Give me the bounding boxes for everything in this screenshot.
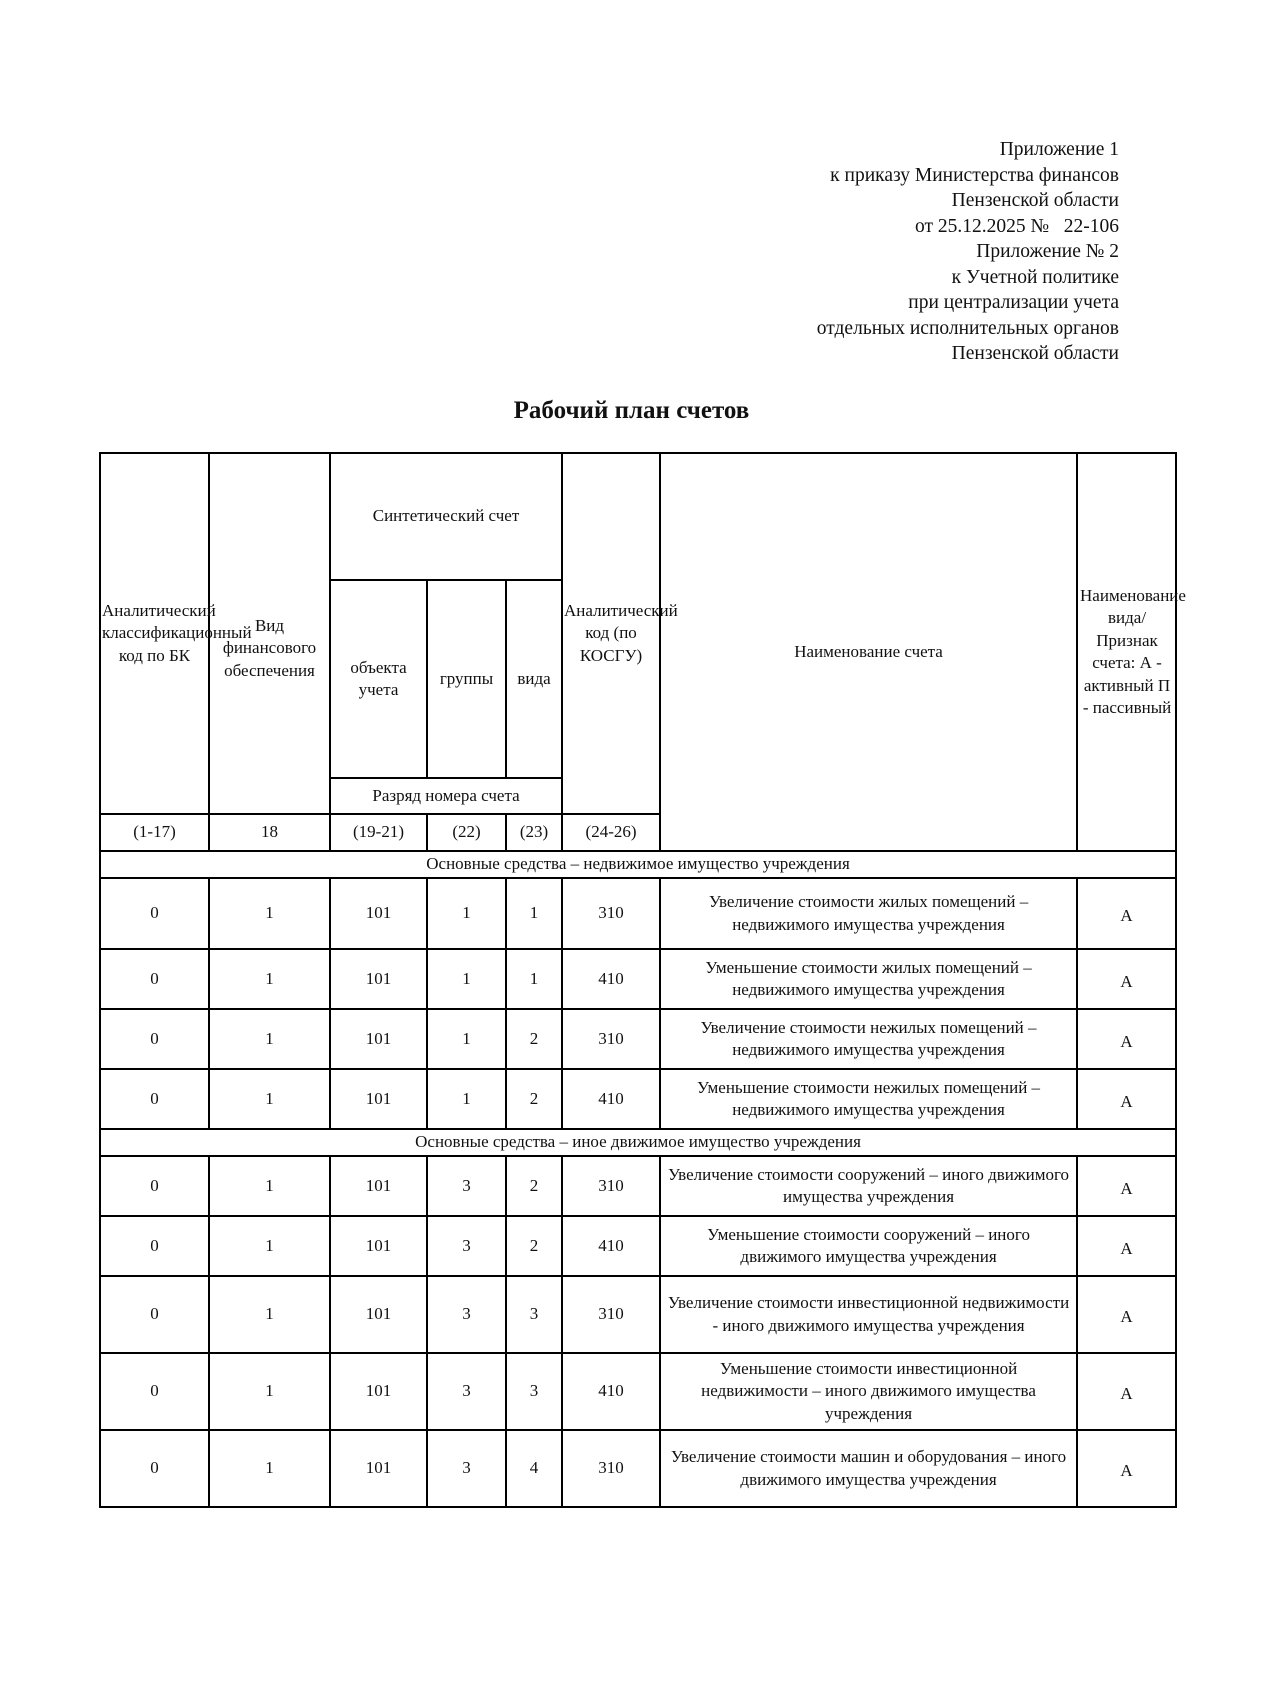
cell-group: 1 (427, 949, 506, 1009)
cell-fin-support: 1 (209, 949, 330, 1009)
cell-account-sign: А (1077, 1069, 1176, 1129)
cell-kbk: 0 (100, 1276, 209, 1353)
table-row (100, 878, 1176, 949)
cell-kbk: 0 (100, 1430, 209, 1507)
cell-group: 1 (427, 878, 506, 949)
cell-account-name: Уменьшение стоимости сооружений – иного движимого имущества учреждения (660, 1216, 1077, 1276)
cell-kind: 3 (506, 1353, 562, 1430)
cell-kind: 4 (506, 1430, 562, 1507)
cell-kind: 3 (506, 1276, 562, 1353)
cell-kind: 1 (506, 878, 562, 949)
cell-object: 101 (330, 1353, 427, 1430)
cell-group: 3 (427, 1156, 506, 1216)
table-row (100, 1276, 1176, 1353)
cell-kosgu: 310 (562, 1430, 660, 1507)
header-kind: вида (506, 580, 562, 778)
cell-object: 101 (330, 1069, 427, 1129)
numbering-cell: 18 (209, 814, 330, 851)
cell-group: 3 (427, 1216, 506, 1276)
table-row (100, 1216, 1176, 1276)
cell-kbk: 0 (100, 878, 209, 949)
table-row (100, 1430, 1176, 1507)
attachment-line: при централизации учета (908, 292, 1119, 313)
numbering-cell: (22) (427, 814, 506, 851)
cell-account-sign: А (1077, 1216, 1176, 1276)
section-row (100, 851, 1176, 878)
cell-account-sign: А (1077, 1276, 1176, 1353)
table-row (100, 1156, 1176, 1216)
cell-group: 3 (427, 1276, 506, 1353)
cell-kind: 2 (506, 1156, 562, 1216)
cell-group: 1 (427, 1069, 506, 1129)
cell-kosgu: 410 (562, 1353, 660, 1430)
attachment-line: отдельных исполнительных органов (816, 317, 1119, 339)
header-account-sign: Наименование вида/ Признак счета: А - активный П - пассивный (1077, 453, 1176, 851)
attachment-line: от 25.12.2025 № 22-106 (915, 215, 1119, 237)
cell-object: 101 (330, 949, 427, 1009)
table-row (100, 1069, 1176, 1129)
section-row (100, 1129, 1176, 1156)
cell-group: 3 (427, 1430, 506, 1507)
cell-fin-support: 1 (209, 1430, 330, 1507)
cell-kosgu: 410 (562, 1216, 660, 1276)
numbering-cell: (23) (506, 814, 562, 851)
cell-group: 1 (427, 1009, 506, 1069)
cell-kbk: 0 (100, 1216, 209, 1276)
cell-fin-support: 1 (209, 1156, 330, 1216)
cell-object: 101 (330, 1430, 427, 1507)
cell-account-sign: А (1077, 878, 1176, 949)
cell-fin-support: 1 (209, 1216, 330, 1276)
cell-kosgu: 310 (562, 878, 660, 949)
page-title: Рабочий план счетов (513, 397, 750, 424)
cell-kind: 2 (506, 1009, 562, 1069)
numbering-cell: (1-17) (100, 814, 209, 851)
cell-account-name: Уменьшение стоимости жилых помещений – недвижимого имущества учреждения (660, 949, 1077, 1009)
cell-object: 101 (330, 1156, 427, 1216)
header-object: объекта учета (330, 580, 427, 778)
table-body (100, 851, 1176, 1507)
cell-account-name: Увеличение стоимости сооружений – иного движимого имущества учреждения (660, 1156, 1077, 1216)
table-row (100, 1009, 1176, 1069)
cell-kosgu: 310 (562, 1156, 660, 1216)
cell-kind: 1 (506, 949, 562, 1009)
header-synthetic-account: Синтетический счет (330, 453, 562, 580)
cell-kbk: 0 (100, 1353, 209, 1430)
numbering-cell: (19-21) (330, 814, 427, 851)
cell-kbk: 0 (100, 1156, 209, 1216)
attachment-line: Пензенской области (951, 343, 1119, 364)
cell-account-name: Уменьшение стоимости инвестиционной недвижимости – иного движимого имущества учреждения (660, 1353, 1077, 1430)
attachment-block (817, 137, 1119, 367)
attachment-line: Приложение № 2 (976, 241, 1119, 262)
accounts-plan-table (99, 452, 1186, 1508)
cell-account-name: Увеличение стоимости нежилых помещений – недвижимого имущества учреждения (660, 1009, 1077, 1069)
header-fin-support: Вид финансового обеспечения (209, 453, 330, 814)
table-header (100, 453, 1186, 851)
cell-fin-support: 1 (209, 1009, 330, 1069)
cell-kbk: 0 (100, 1069, 209, 1129)
cell-account-sign: А (1077, 1156, 1176, 1216)
attachment-line: Пензенской области (951, 190, 1119, 211)
attachment-line: к Учетной политике (951, 266, 1119, 288)
cell-account-name: Уменьшение стоимости нежилых помещений – недвижимого имущества учреждения (660, 1069, 1077, 1129)
cell-kbk: 0 (100, 1009, 209, 1069)
section-title: Основные средства – недвижимое имущество учреждения (100, 851, 1176, 878)
header-kosgu: Аналитический код (по КОСГУ) (562, 453, 660, 814)
cell-kosgu: 410 (562, 949, 660, 1009)
cell-fin-support: 1 (209, 1276, 330, 1353)
cell-account-sign: А (1077, 1009, 1176, 1069)
table-row (100, 949, 1176, 1009)
header-account-name: Наименование счета (660, 453, 1077, 851)
table-row (100, 1353, 1176, 1430)
attachment-line: Приложение 1 (999, 139, 1119, 160)
cell-account-sign: А (1077, 1430, 1176, 1507)
cell-kosgu: 410 (562, 1069, 660, 1129)
cell-fin-support: 1 (209, 878, 330, 949)
cell-object: 101 (330, 1276, 427, 1353)
cell-account-sign: А (1077, 949, 1176, 1009)
cell-account-sign: А (1077, 1353, 1176, 1430)
cell-object: 101 (330, 1009, 427, 1069)
cell-fin-support: 1 (209, 1353, 330, 1430)
cell-kbk: 0 (100, 949, 209, 1009)
header-digit-rank: Разряд номера счета (330, 778, 562, 814)
cell-object: 101 (330, 1216, 427, 1276)
cell-account-name: Увеличение стоимости машин и оборудования – иного движимого имущества учреждения (660, 1430, 1077, 1507)
cell-group: 3 (427, 1353, 506, 1430)
cell-account-name: Увеличение стоимости инвестиционной недвижимости - иного движимого имущества учреждения (660, 1276, 1077, 1353)
cell-object: 101 (330, 878, 427, 949)
numbering-cell: (24-26) (562, 814, 660, 851)
cell-kind: 2 (506, 1069, 562, 1129)
cell-kosgu: 310 (562, 1009, 660, 1069)
attachment-line: к приказу Министерства финансов (830, 164, 1119, 186)
cell-kind: 2 (506, 1216, 562, 1276)
header-group: группы (427, 580, 506, 778)
section-title: Основные средства – иное движимое имущество учреждения (100, 1129, 1176, 1156)
cell-account-name: Увеличение стоимости жилых помещений – недвижимого имущества учреждения (660, 878, 1077, 949)
cell-fin-support: 1 (209, 1069, 330, 1129)
cell-kosgu: 310 (562, 1276, 660, 1353)
header-kbk: Аналитический классификационный код по БК (100, 453, 209, 814)
